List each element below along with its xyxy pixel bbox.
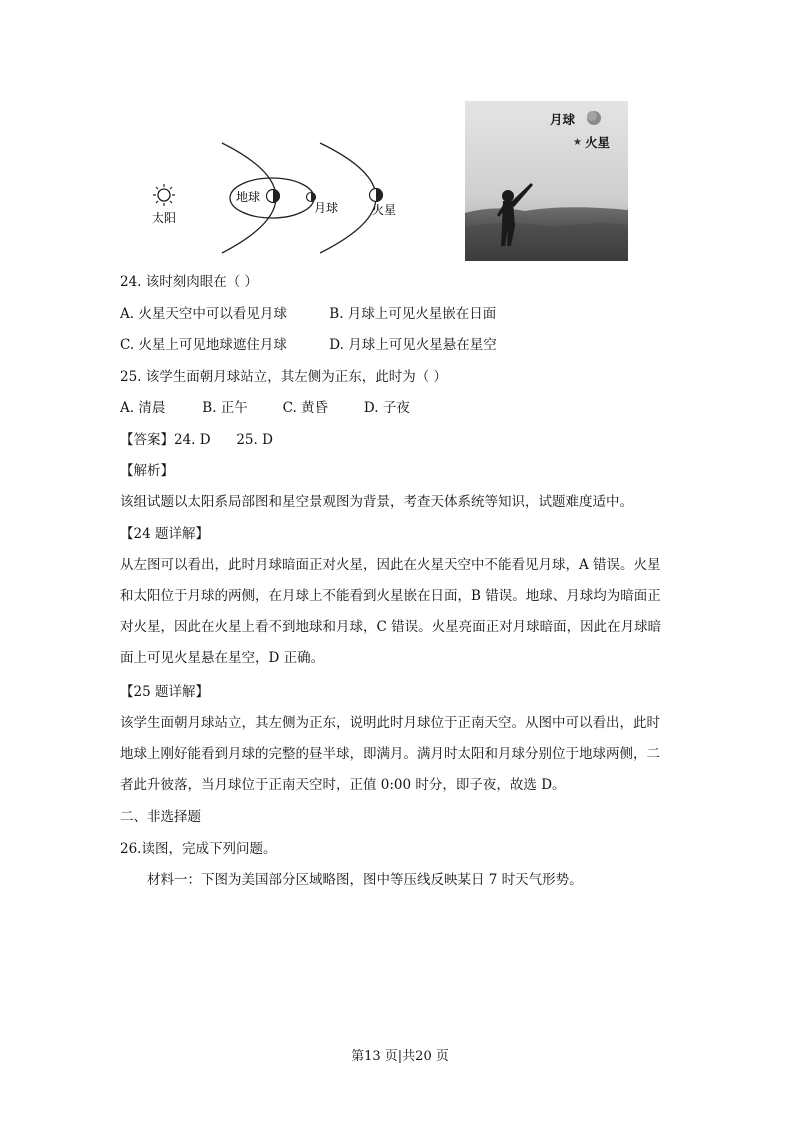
section2-heading: 二、非选择题 <box>120 809 201 825</box>
q24-option-a: A. 火星天空中可以看见月球 <box>120 306 287 322</box>
q24-detail-label: 【24 题详解】 <box>120 526 209 542</box>
page-footer: 第13 页|共20 页 <box>351 1049 449 1064</box>
q25-option-d: D. 子夜 <box>363 400 410 416</box>
q24-detail-text: 从左图可以看出，此时月球暗面正对火星，因此在火星天空中不能看见月球，A 错误。火星和太阳位于月球的两侧，在月球上不能看到火星嵌在日面，B 错误。地球、月球均为暗面正对火星，因此在火星上看不到地球和月球，C 错误。火星亮面正对月球暗面，因此在月球暗面上可见火星悬在星空，D 正确。 <box>120 557 662 666</box>
mars-orbit <box>320 143 376 253</box>
q24-stem: 24. 该时刻肉眼在（ ） <box>120 274 259 290</box>
q25-options <box>120 398 410 418</box>
photo-moon-label: 月球 <box>550 112 576 127</box>
analysis-label: 【解析】 <box>120 463 174 479</box>
earth-label: 地球 <box>236 190 261 204</box>
photo-star-icon: ★ <box>573 137 582 148</box>
mars-icon <box>370 189 383 202</box>
stargazing-photo <box>465 101 628 261</box>
q25-detail-label: 【25 题详解】 <box>120 684 209 700</box>
sun-label: 太阳 <box>152 211 177 225</box>
mars-label: 火星 <box>372 203 397 217</box>
q24-option-b: B. 月球上可见火星嵌在日面 <box>329 306 497 322</box>
q24-options-row1 <box>120 304 496 324</box>
q25-option-b: B. 正午 <box>202 400 248 416</box>
q24-option-c: C. 火星上可见地球遮住月球 <box>120 337 287 353</box>
q26-material: 材料一：下图为美国部分区域略图，图中等压线反映某日 7 时天气形势。 <box>147 872 583 888</box>
solar-system-diagram <box>140 135 440 260</box>
earth-icon <box>267 190 280 203</box>
q25-detail-text: 该学生面朝月球站立，其左侧为正东，说明此时月球位于正南天空。从图中可以看出，此时地球上刚好能看到月球的完整的昼半球，即满月。满月时太阳和月球分别位于地球两侧，二者此升彼落，当月球位于正南天空时，正值 0:00 时分，即子夜，故选 D。 <box>120 715 660 793</box>
moon-label: 月球 <box>314 201 339 215</box>
q25-option-a: A. 清晨 <box>120 400 166 416</box>
q24-options-row2 <box>120 335 497 355</box>
q25-option-c: C. 黄昏 <box>282 400 329 416</box>
q24-option-d: D. 月球上可见火星悬在星空 <box>329 337 497 353</box>
analysis-intro: 该组试题以太阳系局部图和星空景观图为背景，考查天体系统等知识，试题难度适中。 <box>120 494 633 510</box>
sun-icon <box>153 184 175 206</box>
photo-mars-label: 火星 <box>585 135 611 150</box>
q25-stem: 25. 该学生面朝月球站立，其左侧为正东，此时为（ ） <box>120 369 448 385</box>
q26-stem: 26.读图，完成下列问题。 <box>120 841 277 857</box>
answer-line <box>120 430 273 450</box>
answer-text: 24. D 25. D <box>174 432 273 448</box>
answer-label: 【答案】 <box>120 432 174 448</box>
